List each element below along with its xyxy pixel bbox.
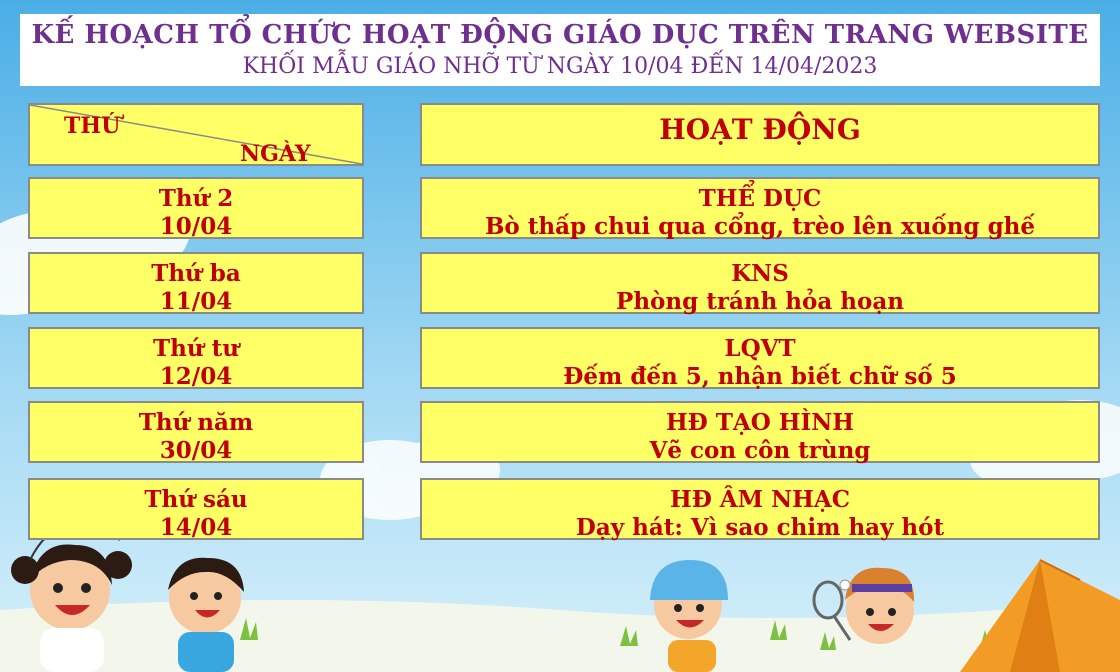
activity-cell: [420, 478, 1100, 540]
day-name: Thứ năm: [138, 409, 254, 436]
activity-description: Bò thấp chui qua cổng, trèo lên xuống ghế: [484, 213, 1036, 240]
day-cell: [28, 478, 364, 540]
day-name: Thứ ba: [151, 260, 241, 287]
activity-description: Dạy hát: Vì sao chim hay hót: [575, 514, 945, 541]
activity-cell: [420, 252, 1100, 314]
day-header-label: THỨ: [64, 113, 121, 139]
day-cell: [28, 327, 364, 389]
activity-cell: [420, 177, 1100, 239]
day-date: 14/04: [159, 514, 233, 541]
day-cell: [28, 252, 364, 314]
plan-title: KẾ HOẠCH TỔ CHỨC HOẠT ĐỘNG GIÁO DỤC TRÊN TRANG WEBSITE: [31, 20, 1089, 50]
date-header-label: NGÀY: [240, 141, 311, 167]
plan-subtitle: KHỐI MẪU GIÁO NHỠ TỪ NGÀY 10/04 ĐẾN 14/04/2023: [242, 54, 878, 79]
day-cell: [28, 177, 364, 239]
activity-description: Đếm đến 5, nhận biết chữ số 5: [563, 363, 957, 390]
day-date: 11/04: [159, 288, 233, 315]
activity-cell: [420, 327, 1100, 389]
activity-subject: KNS: [731, 260, 789, 287]
activity-subject: HĐ TẠO HÌNH: [665, 409, 855, 436]
day-name: Thứ 2: [158, 185, 234, 212]
title-banner: [20, 14, 1100, 86]
day-name: Thứ sáu: [144, 486, 248, 513]
activity-subject: THỂ DỤC: [698, 185, 822, 212]
activity-header-label: HOẠT ĐỘNG: [659, 113, 861, 146]
day-name: Thứ tư: [153, 335, 239, 362]
day-date: 30/04: [159, 437, 233, 464]
activity-subject: LQVT: [724, 335, 796, 362]
day-date: 12/04: [159, 363, 233, 390]
day-date-header-cell: [28, 103, 364, 166]
day-cell: [28, 401, 364, 463]
activity-header-cell: [420, 103, 1100, 166]
child-boy-illustration: [168, 558, 244, 672]
activity-description: Vẽ con côn trùng: [649, 437, 871, 464]
activity-subject: HĐ ÂM NHẠC: [669, 486, 851, 513]
activity-cell: [420, 401, 1100, 463]
day-date: 10/04: [159, 213, 233, 240]
activity-description: Phòng tránh hỏa hoạn: [616, 288, 904, 315]
